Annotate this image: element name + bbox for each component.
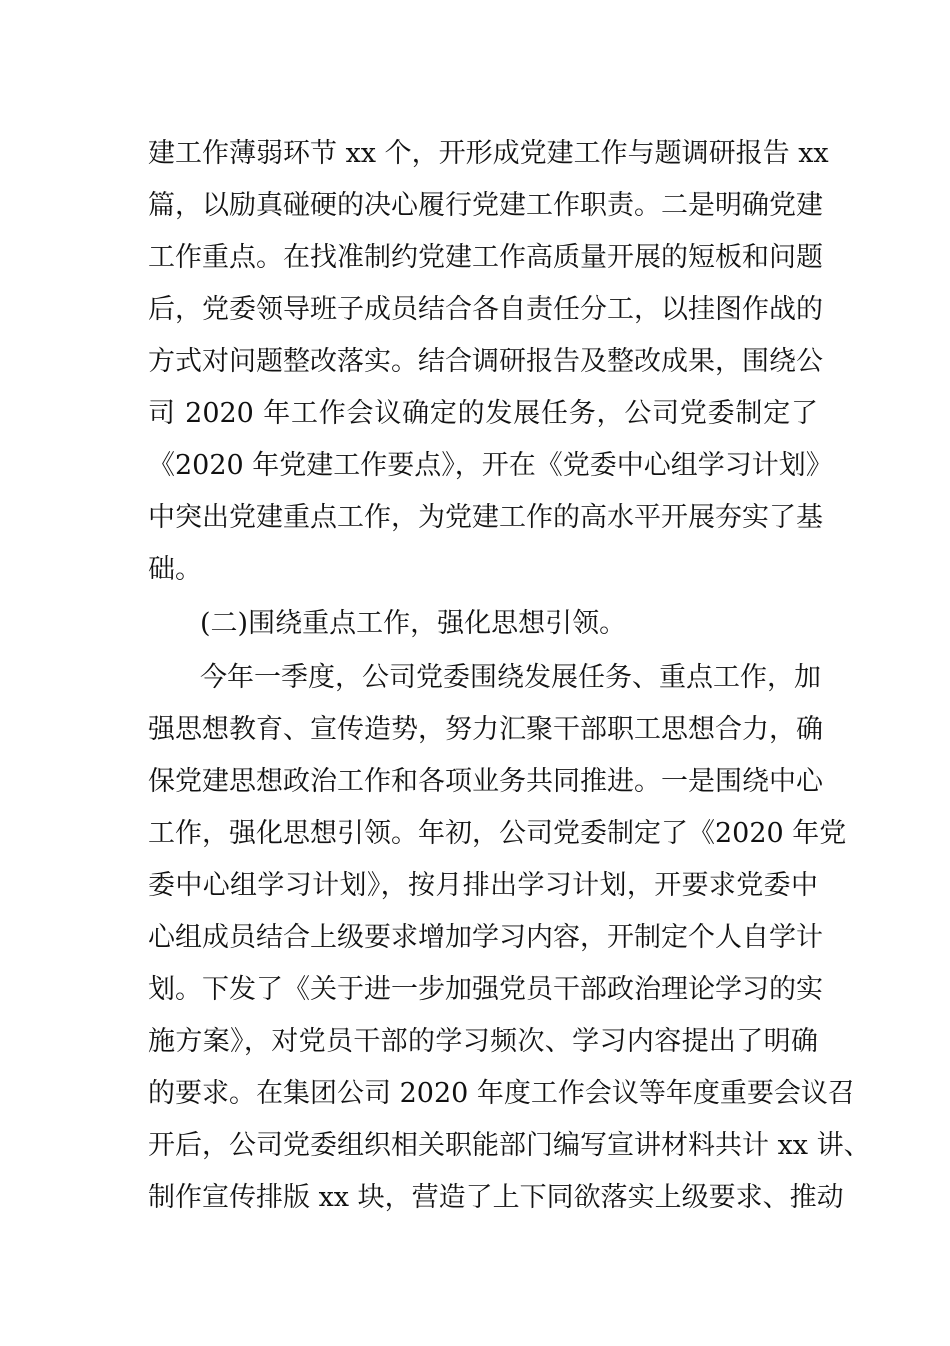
paragraph-line: 的要求。在集团公司 2020 年度工作会议等年度重要会议召 xyxy=(148,1078,855,1109)
paragraph-line: 中突出党建重点工作，为党建工作的高水平开展夯实了基 xyxy=(148,502,823,533)
paragraph-line: 委中心组学习计划》，按月排出学习计划，开要求党委中 xyxy=(148,870,818,901)
paragraph-line: 方式对问题整改落实。结合调研报告及整改成果，围绕公 xyxy=(148,346,823,377)
paragraph-line: 司 2020 年工作会议确定的发展任务，公司党委制定了 xyxy=(148,398,818,429)
paragraph-line: 保党建思想政治工作和各项业务共同推进。一是围绕中心 xyxy=(148,766,823,797)
paragraph-line: 工作重点。在找准制约党建工作高质量开展的短板和问题 xyxy=(148,242,823,273)
section-heading: (二)围绕重点工作，强化思想引领。 xyxy=(200,608,627,639)
paragraph-line: 建工作薄弱环节 xx 个，开形成党建工作与题调研报告 xx xyxy=(148,138,829,169)
paragraph-line: 开后，公司党委组织相关职能部门编写宣讲材料共计 xx 讲、 xyxy=(148,1130,871,1161)
paragraph-line: 工作，强化思想引领。年初，公司党委制定了《2020 年党 xyxy=(148,818,847,849)
paragraph-line: 强思想教育、宣传造势，努力汇聚干部职工思想合力，确 xyxy=(148,714,823,745)
paragraph-line: 制作宣传排版 xx 块，营造了上下同欲落实上级要求、推动 xyxy=(148,1182,844,1213)
paragraph-line: 划。下发了《关于进一步加强党员干部政治理论学习的实 xyxy=(148,974,823,1005)
paragraph-line: 施方案》，对党员干部的学习频次、学习内容提出了明确 xyxy=(148,1026,818,1057)
paragraph-line: 心组成员结合上级要求增加学习内容，开制定个人自学计 xyxy=(148,922,823,953)
paragraph-line: 础。 xyxy=(148,554,202,585)
paragraph-line: 后，党委领导班子成员结合各自责任分工，以挂图作战的 xyxy=(148,294,823,325)
paragraph-first-line: 今年一季度，公司党委围绕发展任务、重点工作，加 xyxy=(200,662,821,693)
paragraph-line: 篇，以励真碰硬的决心履行党建工作职责。二是明确党建 xyxy=(148,190,823,221)
paragraph-line: 《2020 年党建工作要点》，开在《党委中心组学习计划》 xyxy=(148,450,833,481)
